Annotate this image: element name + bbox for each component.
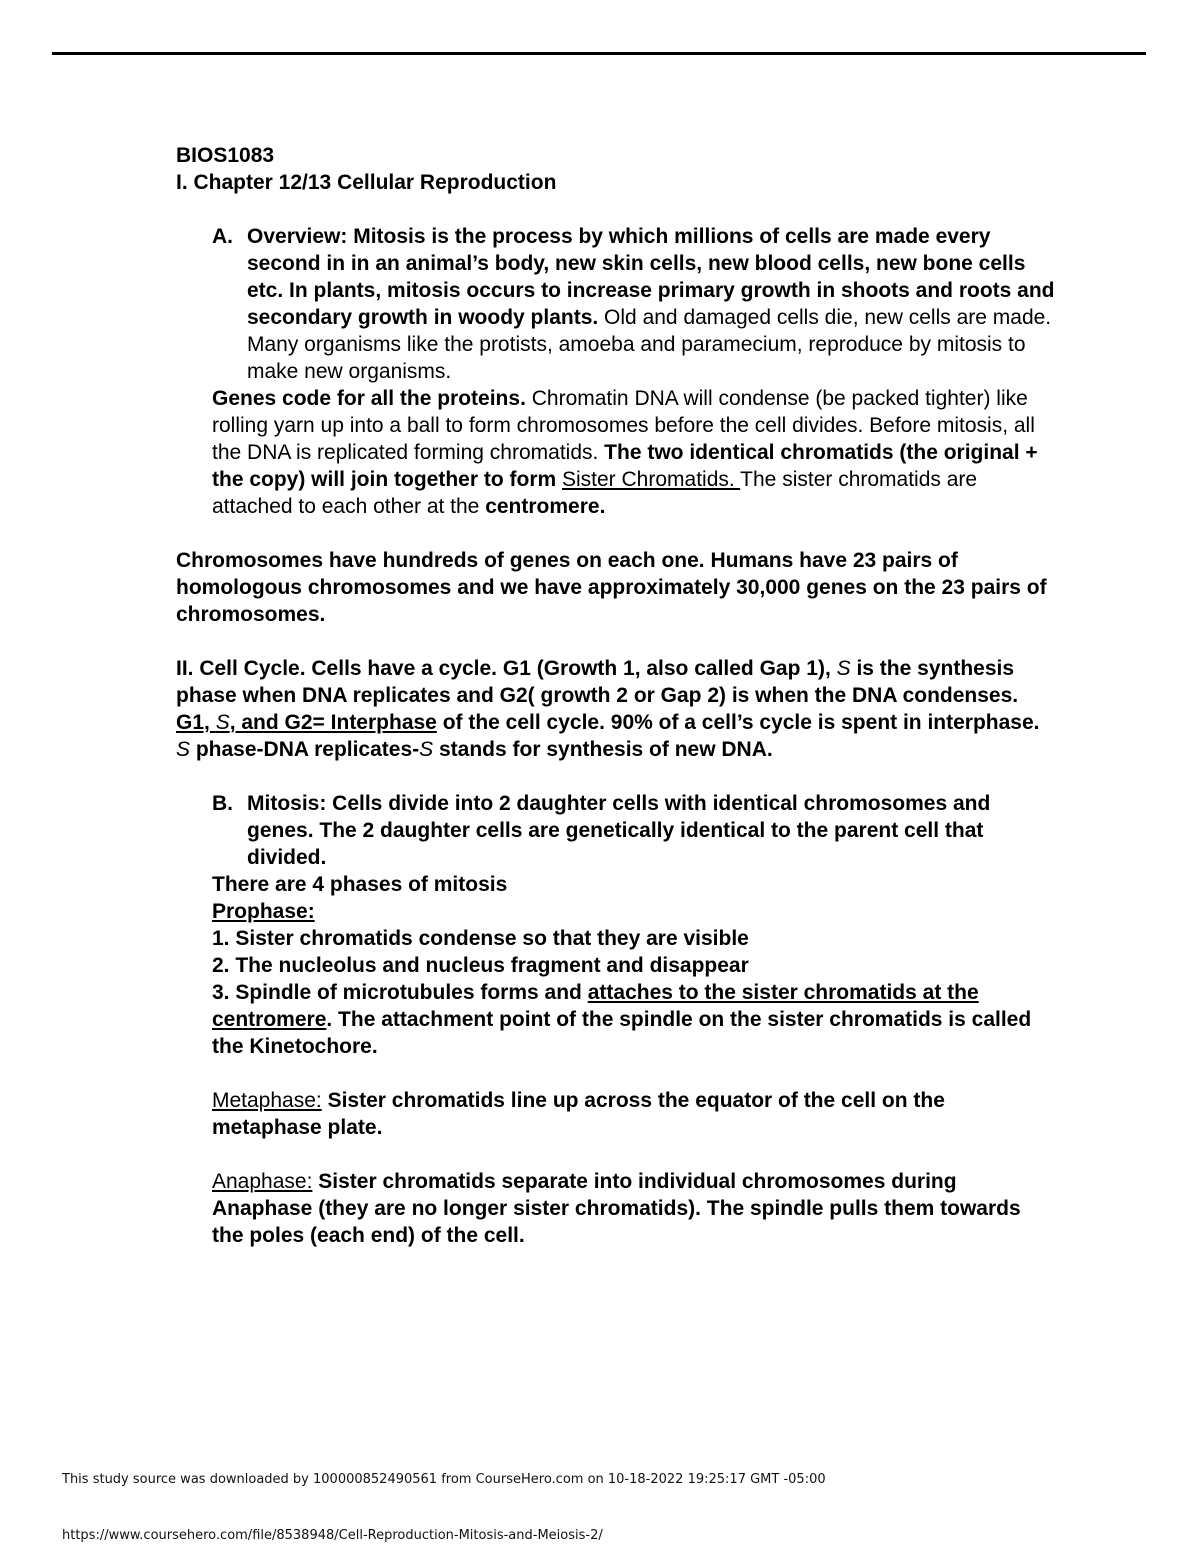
cell-cycle-paragraph: [176, 655, 1056, 709]
anaphase-paragraph: [176, 1168, 1056, 1249]
genes-paragraph: [176, 385, 1056, 520]
prophase-step-2: 2. The nucleolus and nucleus fragment and disappear: [212, 954, 749, 977]
metaphase-title: Metaphase:: [212, 1089, 322, 1112]
cell-cycle-text-2: is the synthesis phase when DNA replicates and G2( growth 2 or Gap 2) is when the DNA condenses.: [176, 657, 1019, 707]
s-phase-mid: phase-DNA replicates-: [190, 738, 420, 761]
s-phase-s2: S: [419, 738, 434, 761]
source-url: https://www.coursehero.com/file/8538948/Cell-Reproduction-Mitosis-and-Meiosis-2/: [62, 1528, 603, 1543]
genes-text-2: The sister chromatids are attached to each other at the: [212, 468, 978, 518]
overview-item: [176, 223, 1056, 385]
course-code: BIOS1083: [176, 144, 275, 167]
genes-lead: Genes code for all the proteins.: [212, 387, 526, 410]
interphase-s: S: [215, 711, 230, 734]
step3-underlined: attaches to the sister chromatids at the centromere: [212, 981, 979, 1031]
genes-text-1: Chromatin DNA will condense (be packed tighter) like rolling yarn up into a ball to form chromosomes before the cell divides. Before mitosis, all the DNA is replicated forming chromatids.: [212, 387, 1035, 464]
prophase-step-1: 1. Sister chromatids condense so that they are visible: [212, 927, 749, 950]
metaphase-text: Sister chromatids line up across the equator of the cell on the metaphase plate.: [212, 1089, 945, 1139]
chapter-heading: I. Chapter 12/13 Cellular Reproduction: [176, 171, 557, 194]
interphase-underline-2: , and G2= Interphase: [229, 711, 437, 734]
cell-cycle-text-1: II. Cell Cycle. Cells have a cycle. G1 (Growth 1, also called Gap 1),: [176, 657, 837, 680]
interphase-underline-1: G1,: [176, 711, 216, 734]
interphase-rest: of the cell cycle. 90% of a cell’s cycle is spent in interphase.: [436, 711, 1040, 734]
overview-bold-text: Overview: Mitosis is the process by which millions of cells are made every second in in an animal’s body, new skin cells, new blood cells, new bone cells etc. In plants, mitosis occurs to increase primary growth in shoots and roots and secondary growth in woody plants.: [247, 225, 1055, 329]
step3-text-a: 3. Spindle of microtubules forms and: [212, 981, 588, 1004]
prophase-step-3: [176, 979, 1056, 1060]
item-marker-b: B.: [212, 792, 233, 815]
chromosomes-paragraph: Chromosomes have hundreds of genes on each one. Humans have 23 pairs of homologous chromosomes and we have approximately 30,000 genes on the 23 pairs of chromosomes.: [176, 549, 1047, 626]
metaphase-paragraph: [176, 1087, 1056, 1141]
centromere-term: centromere.: [485, 495, 606, 518]
prophase-title: Prophase:: [212, 900, 315, 923]
s-phase-end: stands for synthesis of new DNA.: [433, 738, 773, 761]
anaphase-title: Anaphase:: [212, 1170, 313, 1193]
top-rule: [52, 52, 1146, 55]
phases-intro: There are 4 phases of mitosis: [212, 873, 508, 896]
interphase-line: [176, 709, 1056, 736]
sister-chromatids-term: Sister Chromatids.: [562, 468, 741, 491]
s-phase-line: [176, 736, 1056, 763]
download-notice: This study source was downloaded by 100000852490561 from CourseHero.com on 10-18-2022 19:25:17 GMT -05:00: [62, 1472, 826, 1487]
mitosis-text: Mitosis: Cells divide into 2 daughter cells with identical chromosomes and genes. The 2 daughter cells are genetically identical to the parent cell that divided.: [247, 792, 991, 869]
step3-text-b: . The attachment point of the spindle on the sister chromatids is called the Kinetochore.: [212, 1008, 1032, 1058]
document-body: [176, 142, 1056, 1249]
overview-normal-text: Old and damaged cells die, new cells are made. Many organisms like the protists, amoeba and paramecium, reproduce by mitosis to make new organisms.: [247, 306, 1052, 383]
s-phase-s1: S: [176, 738, 191, 761]
mitosis-item: [176, 790, 1056, 871]
genes-bold-2: The two identical chromatids (the original + the copy) will join together to form: [212, 441, 1038, 491]
item-marker-a: A.: [212, 225, 233, 248]
anaphase-text: Sister chromatids separate into individual chromosomes during Anaphase (they are no longer sister chromatids). The spindle pulls them towards the poles (each end) of the cell.: [212, 1170, 1021, 1247]
s-letter: S: [836, 657, 851, 680]
